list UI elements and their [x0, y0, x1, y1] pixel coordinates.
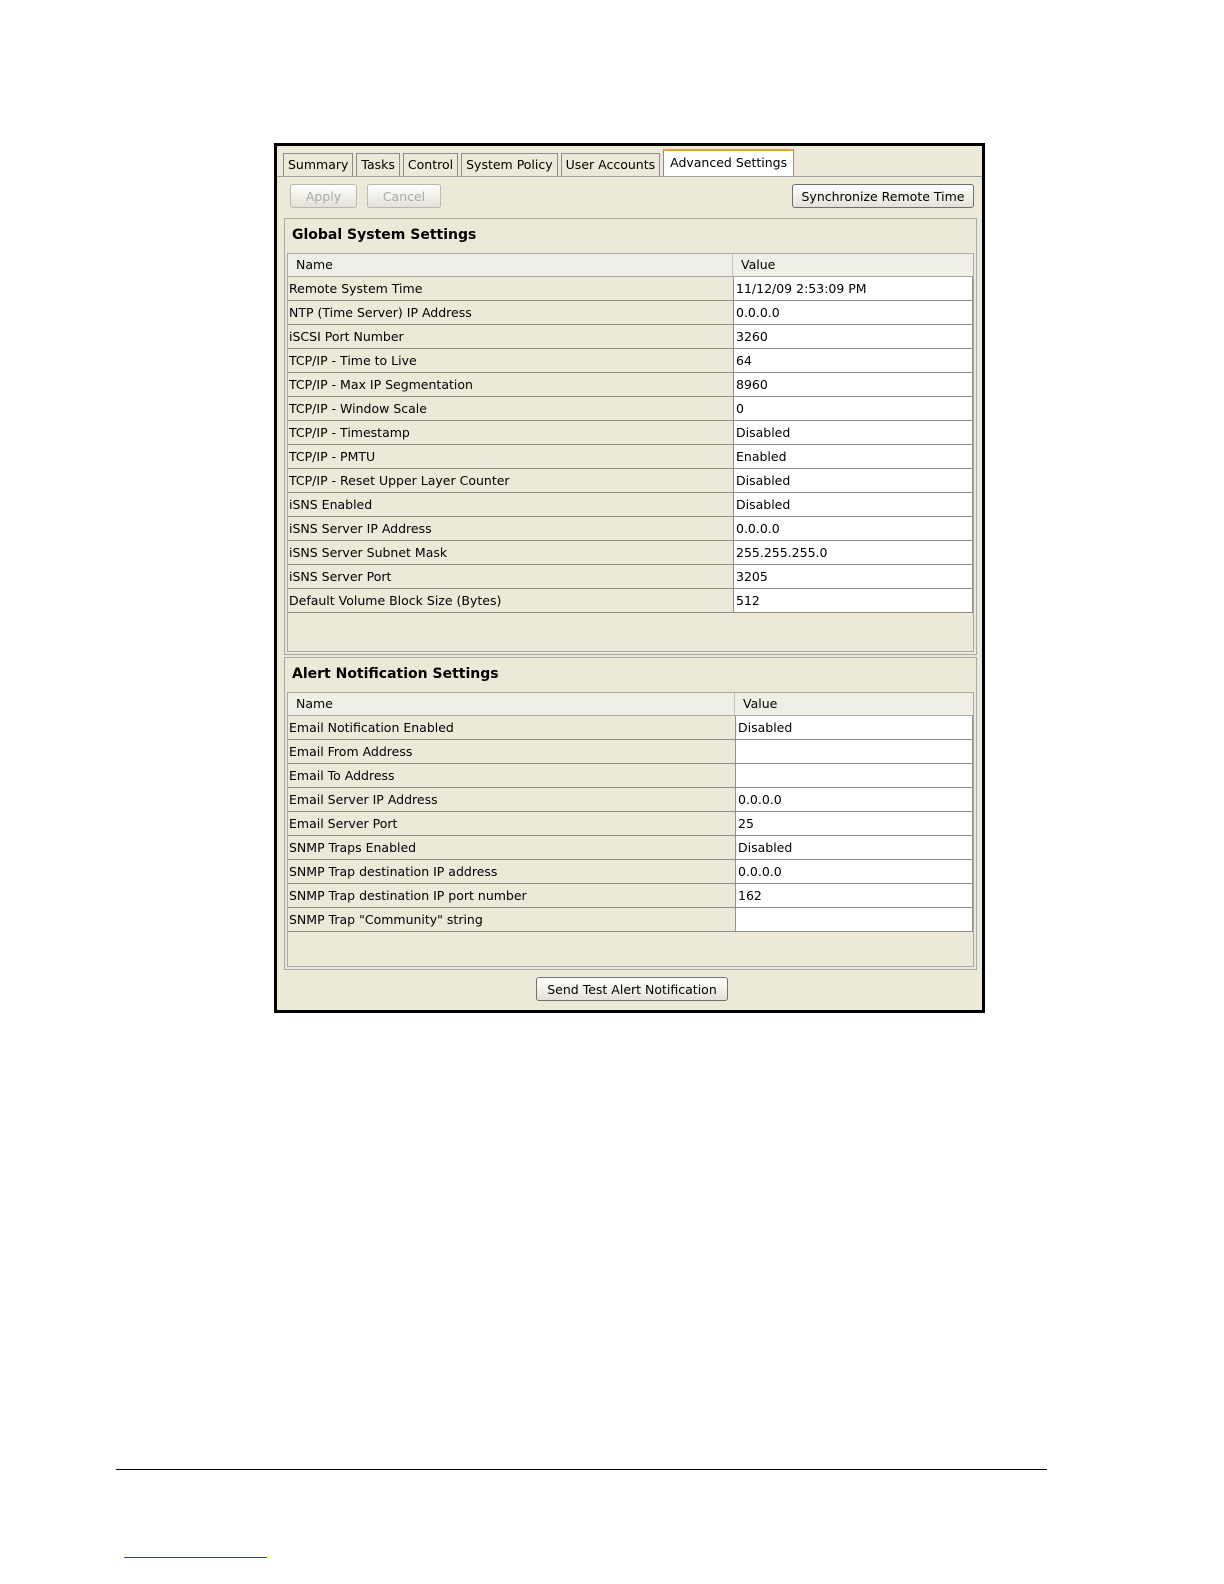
setting-name-cell: Email Server Port	[288, 812, 736, 836]
footer-divider	[116, 1469, 1047, 1470]
table-row[interactable]	[288, 517, 973, 541]
synchronize-remote-time-button[interactable]: Synchronize Remote Time	[792, 184, 974, 208]
setting-value-cell[interactable]: Disabled	[734, 493, 973, 517]
table-row[interactable]	[288, 764, 973, 788]
setting-value-cell[interactable]: 25	[736, 812, 973, 836]
global-system-settings-title: Global System Settings	[292, 227, 477, 243]
setting-name-cell: TCP/IP - Max IP Segmentation	[288, 373, 734, 397]
setting-value-cell[interactable]: Disabled	[736, 836, 973, 860]
table-row[interactable]	[288, 421, 973, 445]
column-header-value[interactable]: Value	[741, 257, 776, 272]
global-settings-table	[287, 253, 974, 652]
tab-divider	[277, 176, 982, 177]
table-row[interactable]	[288, 541, 973, 565]
table-row[interactable]	[288, 469, 973, 493]
table-header	[288, 693, 973, 716]
setting-name-cell: SNMP Traps Enabled	[288, 836, 736, 860]
table-row[interactable]	[288, 373, 973, 397]
setting-name-cell: TCP/IP - PMTU	[288, 445, 734, 469]
setting-name-cell: iSNS Enabled	[288, 493, 734, 517]
alert-settings-rows	[288, 716, 973, 932]
table-row[interactable]	[288, 349, 973, 373]
setting-value-cell[interactable]	[736, 764, 973, 788]
table-row[interactable]	[288, 908, 973, 932]
column-header-name[interactable]: Name	[288, 254, 733, 276]
cancel-button[interactable]: Cancel	[367, 184, 441, 208]
setting-name-cell: TCP/IP - Timestamp	[288, 421, 734, 445]
setting-value-cell[interactable]: 3205	[734, 565, 973, 589]
setting-name-cell: SNMP Trap destination IP port number	[288, 884, 736, 908]
table-row[interactable]	[288, 493, 973, 517]
table-row[interactable]	[288, 565, 973, 589]
setting-name-cell: Email From Address	[288, 740, 736, 764]
setting-value-cell[interactable]: 162	[736, 884, 973, 908]
table-row[interactable]	[288, 740, 973, 764]
setting-value-cell[interactable]: 255.255.255.0	[734, 541, 973, 565]
setting-value-cell[interactable]: 11/12/09 2:53:09 PM	[734, 277, 973, 301]
column-header-name[interactable]: Name	[288, 693, 735, 715]
global-system-settings-section	[284, 218, 977, 655]
tab-tasks[interactable]: Tasks	[356, 153, 400, 176]
setting-value-cell[interactable]: 0.0.0.0	[734, 517, 973, 541]
tab-summary[interactable]: Summary	[283, 153, 353, 176]
table-row[interactable]	[288, 277, 973, 301]
table-row[interactable]	[288, 589, 973, 613]
footer-link-underline	[124, 1557, 267, 1558]
alert-notification-settings-title: Alert Notification Settings	[292, 666, 499, 682]
setting-name-cell: Remote System Time	[288, 277, 734, 301]
setting-value-cell[interactable]: Disabled	[734, 421, 973, 445]
setting-name-cell: TCP/IP - Time to Live	[288, 349, 734, 373]
table-row[interactable]	[288, 325, 973, 349]
tab-user-accounts[interactable]: User Accounts	[561, 153, 660, 176]
setting-value-cell[interactable]: Enabled	[734, 445, 973, 469]
setting-value-cell[interactable]: 0	[734, 397, 973, 421]
setting-name-cell: iSNS Server IP Address	[288, 517, 734, 541]
setting-value-cell[interactable]: Disabled	[736, 716, 973, 740]
setting-name-cell: SNMP Trap "Community" string	[288, 908, 736, 932]
setting-name-cell: iSNS Server Port	[288, 565, 734, 589]
setting-name-cell: TCP/IP - Reset Upper Layer Counter	[288, 469, 734, 493]
setting-value-cell[interactable]: 3260	[734, 325, 973, 349]
table-row[interactable]	[288, 884, 973, 908]
global-settings-rows	[288, 277, 973, 613]
tab-control[interactable]: Control	[403, 153, 458, 176]
setting-value-cell[interactable]: 64	[734, 349, 973, 373]
setting-name-cell: Email To Address	[288, 764, 736, 788]
table-row[interactable]	[288, 860, 973, 884]
table-row[interactable]	[288, 397, 973, 421]
setting-name-cell: NTP (Time Server) IP Address	[288, 301, 734, 325]
alert-notification-settings-section	[284, 657, 977, 970]
setting-value-cell[interactable]: 0.0.0.0	[734, 301, 973, 325]
setting-name-cell: TCP/IP - Window Scale	[288, 397, 734, 421]
table-header	[288, 254, 973, 277]
apply-button[interactable]: Apply	[290, 184, 357, 208]
table-row[interactable]	[288, 445, 973, 469]
setting-name-cell: Default Volume Block Size (Bytes)	[288, 589, 734, 613]
setting-value-cell[interactable]: 0.0.0.0	[736, 860, 973, 884]
setting-value-cell[interactable]	[736, 740, 973, 764]
setting-name-cell: Email Notification Enabled	[288, 716, 736, 740]
setting-value-cell[interactable]	[736, 908, 973, 932]
tab-advanced-settings[interactable]: Advanced Settings	[663, 149, 794, 176]
setting-name-cell: iSCSI Port Number	[288, 325, 734, 349]
table-row[interactable]	[288, 716, 973, 740]
setting-value-cell[interactable]: 8960	[734, 373, 973, 397]
setting-name-cell: iSNS Server Subnet Mask	[288, 541, 734, 565]
table-row[interactable]	[288, 836, 973, 860]
alert-settings-table	[287, 692, 974, 967]
setting-name-cell: Email Server IP Address	[288, 788, 736, 812]
setting-value-cell[interactable]: 512	[734, 589, 973, 613]
column-header-value[interactable]: Value	[743, 696, 778, 711]
setting-value-cell[interactable]: 0.0.0.0	[736, 788, 973, 812]
table-row[interactable]	[288, 812, 973, 836]
advanced-settings-panel	[274, 143, 985, 1013]
tab-bar	[283, 150, 797, 176]
setting-name-cell: SNMP Trap destination IP address	[288, 860, 736, 884]
send-test-alert-button[interactable]: Send Test Alert Notification	[536, 977, 728, 1001]
table-row[interactable]	[288, 301, 973, 325]
setting-value-cell[interactable]: Disabled	[734, 469, 973, 493]
table-row[interactable]	[288, 788, 973, 812]
tab-system-policy[interactable]: System Policy	[461, 153, 558, 176]
